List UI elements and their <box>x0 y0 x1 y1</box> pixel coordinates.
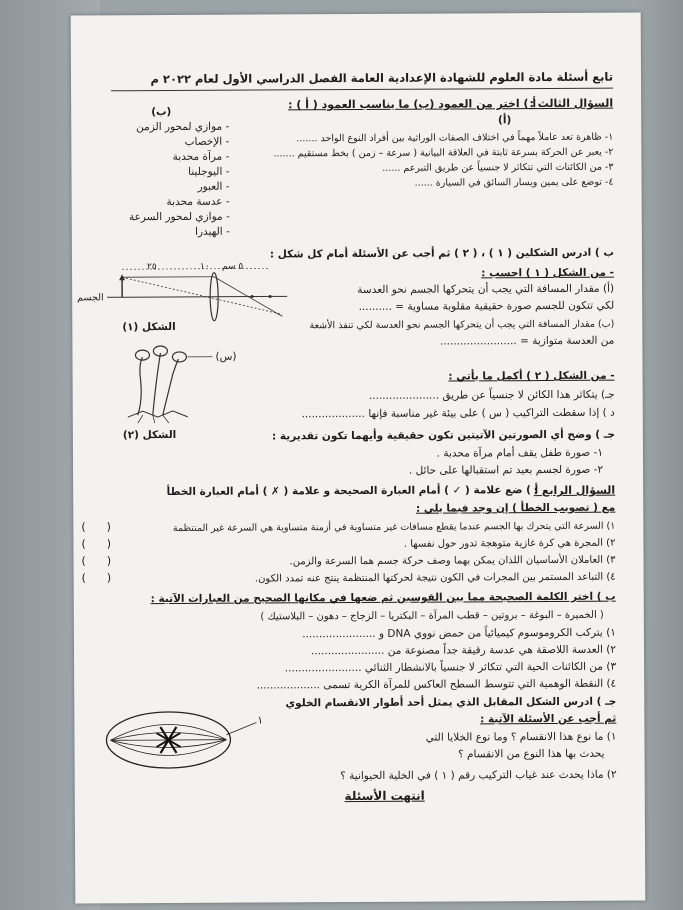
q4-part-b: ب ) اختر الكلمة الصحيحة مما بين القوسين ثم ضعها في مكانها الصحيح من العبارات الآتية : <box>150 590 616 606</box>
q4-part-c: جـ ) ادرس الشكل المقابل الذي يمثل أحد أطوار الانقسام الخلوي <box>285 695 617 710</box>
hyphae <box>128 411 188 417</box>
question-j: جـ) يتكاثر هذا الكائن لا جنسياً عن طريق ..................... <box>368 388 615 402</box>
stalk <box>137 357 142 415</box>
figure-2-marker: (س) <box>215 350 237 363</box>
header-divider <box>111 88 613 92</box>
tf-statement: ٢) المجرة هي كرة غازية متوهجة تدور حول نفسها . <box>403 537 616 550</box>
col-b-item: - اليوجلينا <box>188 165 230 178</box>
question-a-line2: لكي تتكون للجسم صورة حقيقية مقلوبة مساوية = .......... <box>358 299 615 313</box>
answer-parentheses: ( ) <box>81 520 111 534</box>
end-of-questions: انتهت الأسئلة <box>344 788 425 804</box>
question-d: د ) إذا سقطت التراكيب ( س ) على بيئة غير مناسبة فإنها ................... <box>301 406 615 421</box>
ray <box>122 276 282 315</box>
col-b-item: - الإخصاب <box>184 135 230 148</box>
figure-1-object-label: الجسم <box>77 292 104 304</box>
fill-blank: ٢) العدسة اللاصقة هي عدسة رقيقة جداً مصنوعة من ...................... <box>310 643 617 658</box>
fill-blank: ١) يتركب الكروموسوم كيميائياً من حمض نووي DNA و ...................... <box>302 626 616 641</box>
focus-point <box>251 295 254 298</box>
q3-part-a: أ ) اختر من العمود (ب) ما يناسب العمود ( أ ) : <box>288 97 537 112</box>
question-b-line2: من العدسة متوازية = ....................... <box>439 334 615 348</box>
col-b-item: - عدسة محدبة <box>166 195 230 208</box>
col-a-item: ٣- من الكائنات التي تتكاثر لا جنسياً عن طريق التبرعم ...... <box>382 161 614 174</box>
principal-axis <box>107 296 287 297</box>
figure-1-distance-mid: ١٠ <box>199 261 210 272</box>
exam-header-title: تابع أسئلة مادة العلوم للشهادة الإعدادية العامة الفصل الدراسي الأول لعام ٢٠٢٢ م <box>150 69 614 87</box>
col-b-item: - مرآة محدبة <box>172 150 230 163</box>
q4-part-c-line2: ثم أجب عن الأسئلة الآتية : <box>480 712 617 726</box>
fill-blank: ٤) النقطة الوهمية التي تتوسط السطح العاكس للمرآة الكرية تسمى ................... <box>256 677 617 692</box>
figure-1-distance-left: ٢٥ <box>146 262 157 273</box>
question-b-line1: (ب) مقدار المسافة التي يجب أن يتحركها الجسم نحو العدسة لكي تنفذ الأشعة <box>309 318 615 332</box>
from-figure-2: - من الشكل ( ٢ ) أكمل ما يأتي : <box>448 369 615 383</box>
stalk <box>162 359 178 415</box>
answer-parentheses: ( ) <box>81 554 112 568</box>
stalk <box>152 353 160 415</box>
cell-question-1b: يحدث بها هذا النوع من الانقسام ؟ <box>458 747 605 761</box>
figure-1-label: الشكل (١) <box>122 320 176 334</box>
q4-part-a: أ ) ضع علامة ( ✓ ) أمام العبارة الصحيحة و علامة ( ✗ ) أمام العبارة الخطأ <box>166 484 539 499</box>
q3-c-item-1: ١- صورة طفل يقف أمام مرآة محدبة . <box>436 446 604 460</box>
figure-2-label: الشكل (٢) <box>122 428 177 442</box>
exam-sheet <box>71 13 646 904</box>
col-b-item: - موازي لمحور السرعة <box>128 210 230 224</box>
tf-statement: ٣) العاملان الأساسيان اللذان يمكن بهما وصف حركة جسم هما السرعة والزمن. <box>289 554 616 568</box>
question-a-line1: (أ) مقدار المسافة التي يجب أن يتحركها الجسم نحو العدسة <box>357 282 615 297</box>
col-b-label: (ب) <box>151 105 172 119</box>
answer-parentheses: ( ) <box>81 537 112 551</box>
pointer-line <box>226 723 256 735</box>
tf-statement: ٤) التباعد المستمر بين المجرات في الكون نتيجة لحركتها المنتظمة ينتج عنه تمدد الكون. <box>254 571 616 585</box>
q4-part-a-line2: مع ( تصويب الخطأ ) إن وجد فيما يلي : <box>415 501 616 515</box>
col-b-item: - موازي لمحور الزمن <box>136 120 230 134</box>
q3-part-c: جـ ) وضح أي الصورتين الآتيتين تكون حقيقية وأيهما تكون تقديرية : <box>272 428 615 443</box>
q3-part-b: ب ) ادرس الشكلين ( ١ ) ، ( ٢ ) ثم أجب عن الأسئلة أمام كل شكل : <box>269 246 614 261</box>
col-a-item: ١- ظاهرة تعد عاملاً مهماً في اختلاف الصفات الوراثية بين أفراد النوع الواحد ....... <box>296 131 614 145</box>
center-point <box>269 295 272 298</box>
col-b-item: - العبور <box>197 180 230 193</box>
tf-statement: ١) السرعة التي يتحرك بها الجسم عندما يقطع مسافات غير متساوية في أزمنة متساوية هي السرعة غير المنتظمة <box>172 520 616 534</box>
from-figure-1: - من الشكل ( ١ ) احسب : <box>481 266 615 280</box>
col-a-label: (أ) <box>497 114 512 127</box>
cell-diagram-marker: ١ <box>257 714 264 727</box>
q3-heading: السؤال الثالث : <box>529 96 614 111</box>
sporangium <box>135 350 149 360</box>
cell-question-2: ٢) ماذا يحدث عند غياب التركيب رقم ( ١ ) في الخلية الحيوانية ؟ <box>340 768 617 783</box>
q4-heading: السؤال الرابع : <box>533 483 616 498</box>
word-choices: ( الخميرة – البوغة – بروتين – قطب المرآة – البكتريا – الزجاج – دهون – البلاستيك ) <box>260 609 604 623</box>
cell-question-1a: ١) ما نوع هذا الانقسام ؟ وما نوع الخلايا التي <box>425 730 617 744</box>
figure-1-distance-right: ٥ سم <box>221 261 244 272</box>
col-a-item: ٢- يعبر عن الحركة بسرعة ثابتة في العلاقة البيانية ( سرعة – زمن ) بخط مستقيم ....... <box>273 146 614 160</box>
col-b-item: - الهيدرا <box>195 225 230 238</box>
answer-parentheses: ( ) <box>81 571 112 585</box>
sporangium <box>172 352 186 362</box>
rhizoids <box>138 415 169 423</box>
fill-blank: ٣) من الكائنات الحية التي تتكاثر لا جنسياً بالانشطار الثنائي ....................... <box>284 660 617 675</box>
cell-division-diagram <box>96 704 266 775</box>
col-a-item: ٤- توضع على يمين ويسار السائق في السيارة ...... <box>414 176 614 189</box>
q3-c-item-2: ٢- صورة لجسم بعيد تم استقبالها على حائل . <box>408 463 604 477</box>
